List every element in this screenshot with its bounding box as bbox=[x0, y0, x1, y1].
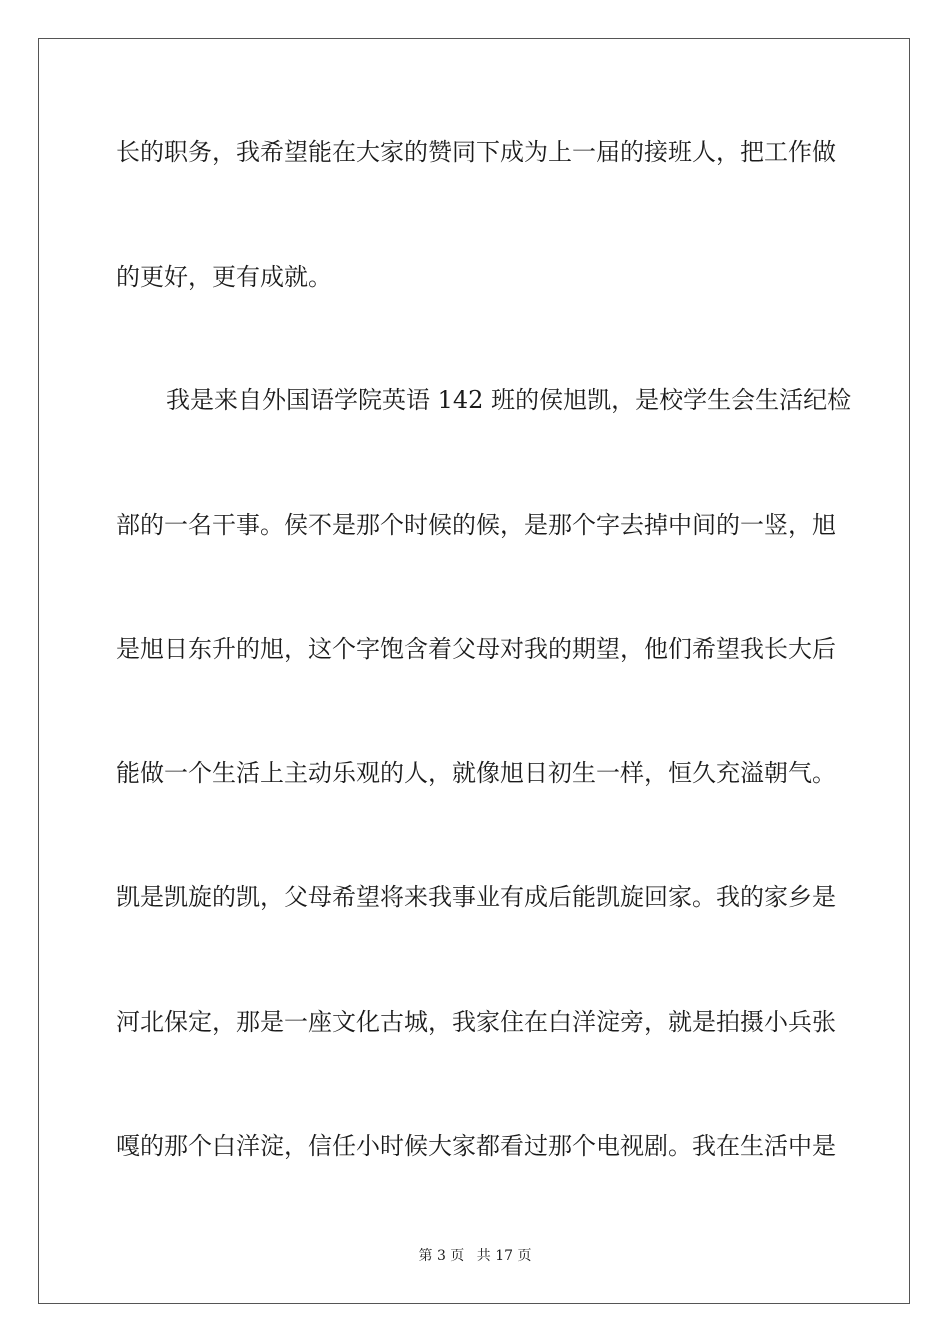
text-line: 凯是凯旋的凯，父母希望将来我事业有成后能凯旋回家。我的家乡是 bbox=[116, 883, 836, 911]
page-footer bbox=[0, 1247, 950, 1265]
page-border bbox=[38, 38, 910, 1304]
text-line: 长的职务，我希望能在大家的赞同下成为上一届的接班人，把工作做 bbox=[116, 138, 836, 166]
text-line: 部的一名干事。侯不是那个时候的候，是那个字去掉中间的一竖，旭 bbox=[116, 511, 836, 539]
page-number: 第 3 页 bbox=[418, 1248, 465, 1264]
text-line: 河北保定，那是一座文化古城，我家住在白洋淀旁，就是拍摄小兵张 bbox=[116, 1008, 836, 1036]
text-line: 是旭日东升的旭，这个字饱含着父母对我的期望，他们希望我长大后 bbox=[116, 635, 836, 663]
text-line: 我是来自外国语学院英语 142 班的侯旭凯，是校学生会生活纪检 bbox=[166, 386, 852, 414]
text-line: 嘎的那个白洋淀，信任小时候大家都看过那个电视剧。我在生活中是 bbox=[116, 1132, 836, 1160]
page-total: 共 17 页 bbox=[476, 1248, 532, 1264]
text-line: 的更好，更有成就。 bbox=[116, 263, 332, 291]
text-line: 能做一个生活上主动乐观的人，就像旭日初生一样，恒久充溢朝气。 bbox=[116, 759, 836, 787]
